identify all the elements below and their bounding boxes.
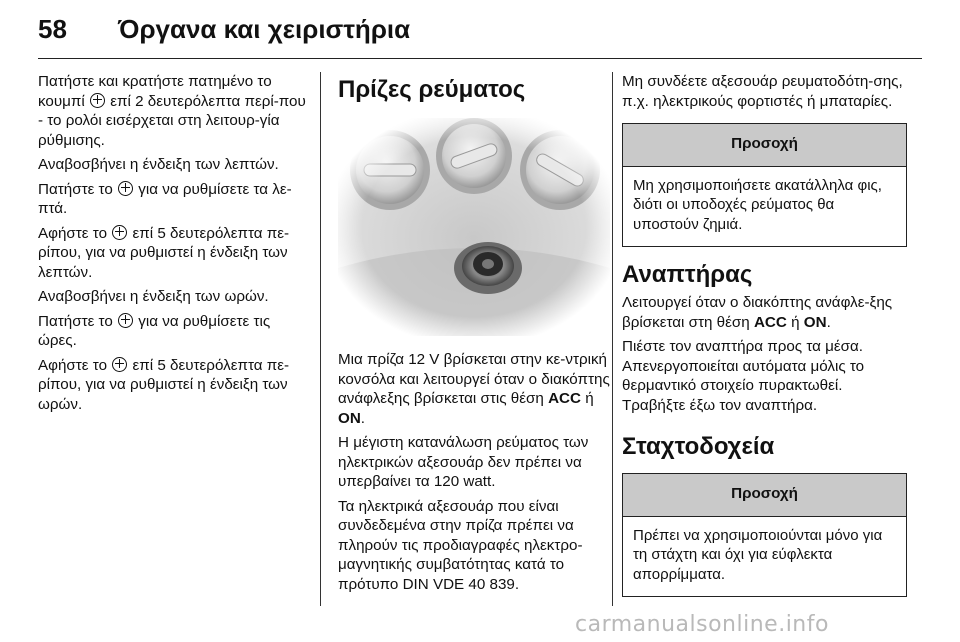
column-divider-1 [320, 72, 321, 606]
paragraph: Πιέστε τον αναπτήρα προς τα μέσα. Απενεργοποιείται αυτόματα μόλις το θερμαντικό στοιχείο πυρακτωθεί. Τραβήξτε έξω τον αναπτήρα. [622, 338, 865, 414]
paragraph: Αφήστε το επί 5 δευτερόλεπτα πε-ρίπου, για να ρυθμιστεί η ένδειξη των ωρών. [38, 356, 290, 413]
caution-text: Πρέπει να χρησιμοποιούνται μόνο για τη στάχτη και όχι για εύφλεκτα απορρίμματα. [633, 526, 883, 583]
caution-title: Προσοχή [623, 474, 906, 517]
adjust-knob-icon [112, 225, 127, 240]
paragraph: Αφήστε το επί 5 δευτερόλεπτα πε-ρίπου, για να ρυθμιστεί η ένδειξη των λεπτών. [38, 224, 290, 281]
caution-box [622, 123, 907, 247]
section-heading-lighter: Αναπτήρας [622, 261, 753, 288]
page-header [0, 0, 960, 62]
paragraph: Λειτουργεί όταν ο διακόπτης ανάφλε-ξης βρίσκεται στη θέση ACC ή ON. [622, 294, 893, 331]
adjust-knob-icon [90, 93, 105, 108]
paragraph: Αναβοσβήνει η ένδειξη των ωρών. [38, 288, 269, 305]
column-divider-2 [612, 72, 613, 606]
position-on: ON [338, 409, 361, 427]
header-divider [38, 58, 922, 59]
paragraph: Τα ηλεκτρικά αξεσουάρ που είναι συνδεδεμένα στην πρίζα πρέπει να πληρούν τις προδιαγραφές ηλεκτρο-μαγνητικής συμβατότητας κατά το πρότυπο DIN VDE 40 839. [338, 497, 583, 593]
paragraph: Μη συνδέετε αξεσουάρ ρευματοδότη-σης, π.χ. ηλεκτρικούς φορτιστές ή μπαταρίες. [622, 73, 903, 110]
paragraph: Μια πρίζα 12 V βρίσκεται στην κε-ντρική κονσόλα και λειτουργεί όταν ο διακόπτης ανάφλεξης βρίσκεται στις θέση ACC ή ON. [338, 351, 610, 427]
position-acc: ACC [548, 390, 581, 407]
page-number: 58 [38, 14, 67, 44]
section-heading-ashtrays: Σταχτοδοχεία [622, 433, 775, 460]
section-heading-power-sockets: Πρίζες ρεύματος [338, 76, 526, 103]
position-on: ON [803, 313, 827, 331]
column-lighter-ashtrays [622, 72, 907, 611]
paragraph: Πατήστε και κρατήστε πατημένο το κουμπί επί 2 δευτερόλεπτα περί-που - το ρολόι εισέρχεται στη λειτουρ-γία ρύθμισης. [38, 73, 306, 149]
column-power-sockets [338, 76, 610, 599]
paragraph: Πατήστε το για να ρυθμίσετε τα λε-πτά. [38, 180, 292, 217]
power-socket-photo [338, 118, 610, 336]
page-title: Όργανα και χειριστήρια [118, 14, 411, 44]
power-socket-illustration [338, 118, 610, 336]
position-acc: ACC [753, 313, 787, 331]
caution-title: Προσοχή [623, 124, 906, 167]
paragraph: Η μέγιστη κατανάλωση ρεύματος των ηλεκτρικών αξεσουάρ δεν πρέπει να υπερβαίνει τα 120 watt. [338, 434, 589, 490]
caution-text: Μη χρησιμοποιήσετε ακατάλληλα φις, διότι οι υποδοχές ρεύματος θα υποστούν ζημιά. [633, 176, 882, 233]
paragraph: Πατήστε το για να ρυθμίσετε τις ώρες. [38, 312, 271, 349]
column-clock-settings [38, 72, 306, 419]
adjust-knob-icon [118, 313, 133, 328]
watermark: carmanualsonline.info [575, 612, 829, 637]
caution-box [622, 473, 907, 597]
adjust-knob-icon [112, 357, 127, 372]
paragraph: Αναβοσβήνει η ένδειξη των λεπτών. [38, 156, 279, 173]
adjust-knob-icon [118, 181, 133, 196]
